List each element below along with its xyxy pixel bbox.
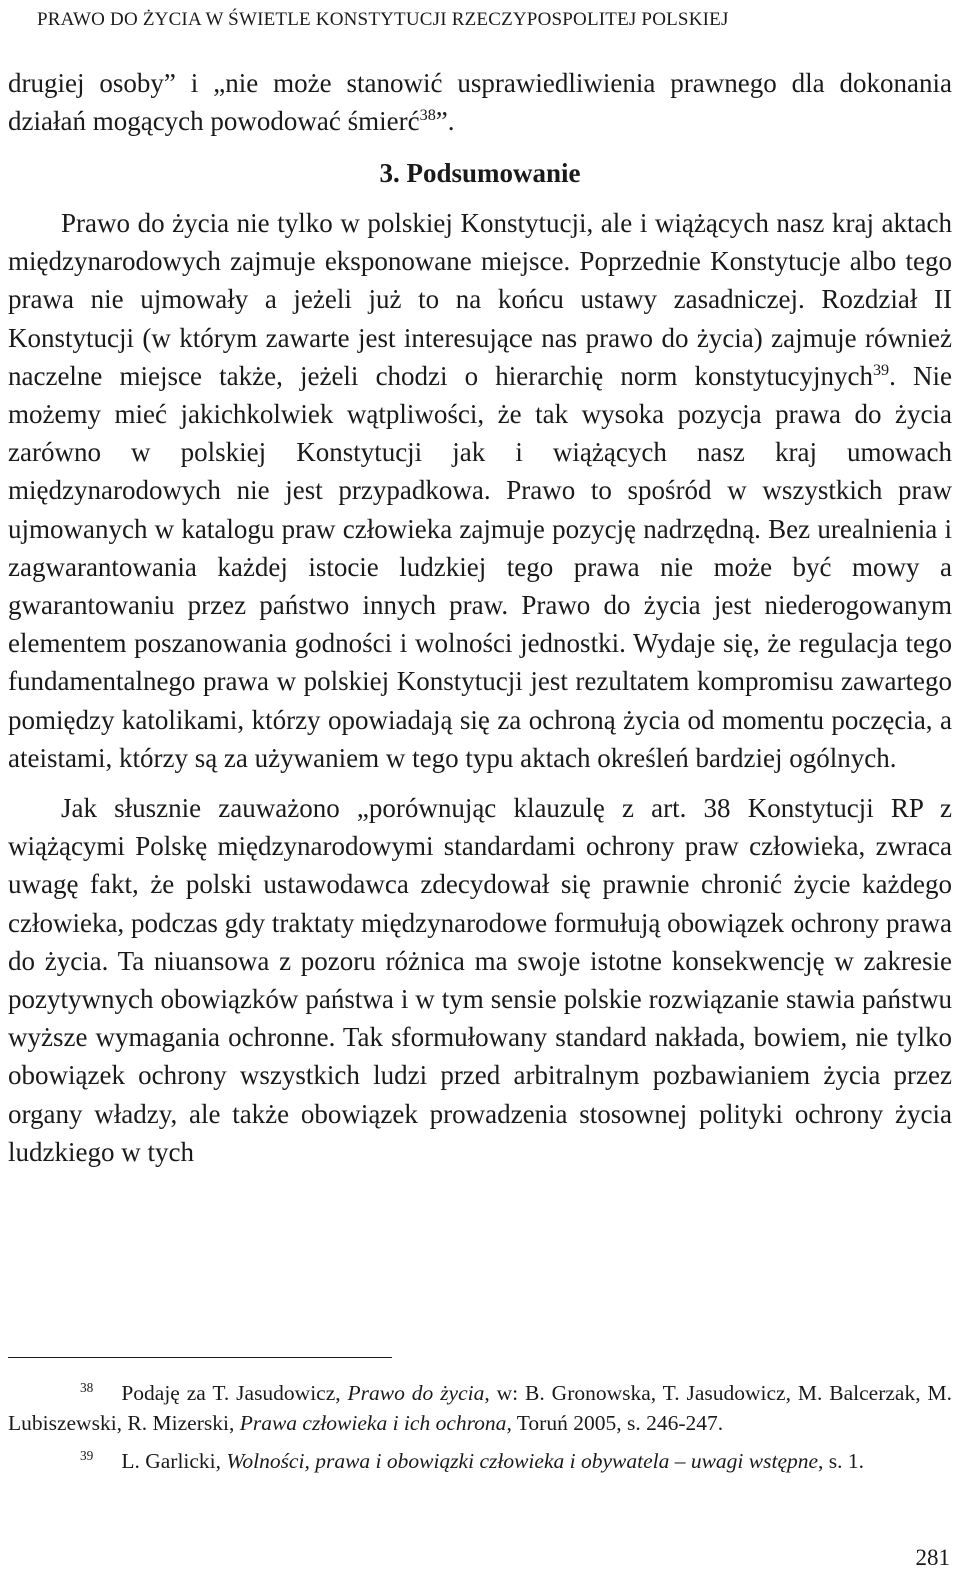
intro-paragraph (8, 64, 952, 140)
footnote-number: 39 (80, 1447, 94, 1463)
footnote-number: 38 (80, 1379, 94, 1395)
footnote-ref-38[interactable]: 38 (419, 106, 436, 125)
paragraph-1-part-1: Prawo do życia nie tylko w polskiej Konstytucji, ale i wiążących nasz kraj aktach międzynarodowych zajmuje eksponowane miejsce. Poprzednie Konstytucje albo tego prawa nie ujmowały a jeżeli już to na końcu ustawy zasadniczej. Rozdział II Konstytucji (w którym zawarte jest interesujące nas prawo do życia) zajmuje również naczelne miejsce także, jeżeli chodzi o hierarchię norm konstytucyjnych (8, 208, 952, 391)
footnote-ref-39[interactable]: 39 (872, 360, 890, 379)
footnote-title: Prawa człowieka i ich ochrona (239, 1411, 507, 1436)
footnotes (8, 1378, 952, 1483)
section-heading: 3. Podsumowanie (379, 158, 581, 188)
intro-tail: ”. (435, 106, 455, 137)
footnote-title: Prawo do życia (347, 1381, 485, 1405)
intro-text: drugiej osoby” i „nie może stanowić usprawiedliwienia prawnego dla dokonania działań mogących powodować śmierć (8, 68, 952, 137)
footnote-divider (8, 1357, 392, 1358)
footnote-38: $^{38}$ Podaję za T. Jasudowicz, Prawo do życia, w: B. Gronowska, T. Jasudowicz, M. Balcerzak, M. Lubiszewski, R. Mizerski, Prawa człowieka i ich ochrona, Toruń 2005, s. 246-247. (8, 1379, 952, 1436)
paragraph-1-part-2: . Nie możemy mieć jakichkolwiek wątpliwości, że tak wysoka pozycja prawa do życia zarówno w polskiej Konstytucji jak i wiążących nasz kraj umowach międzynarodowych nie jest przypadkowa. Prawo to spośród w wszystkich praw ujmowanych w katalogu praw człowieka zajmuje pozycję nadrzędną. Bez urealnienia i zagwarantowania każdej istocie ludzkiej tego prawa nie może być mowy a gwarantowaniu przez państwo innych praw. Prawo do życia jest niederogowanym elementem poszanowania godności i wolności jednostki. Wydaje się, że regulacja tego fundamentalnego prawa w polskiej Konstytucji jest rezultatem kompromisu zawartego pomiędzy katolikami, którzy opowiadają się za ochroną życia od momentu poczęcia, a ateistami, którzy są za używaniem w tego typu aktach określeń bardziej ogólnych. (8, 360, 953, 773)
section-body (8, 204, 952, 1171)
running-header: PRAWO DO ŻYCIA W ŚWIETLE KONSTYTUCJI RZECZYPOSPOLITEJ POLSKIEJ (37, 9, 729, 30)
footnote-title: Wolności, prawa i obowiązki człowieka i obywatela – uwagi wstępne (226, 1448, 819, 1473)
footnote-39: $^{39}$ L. Garlicki, Wolności, prawa i obowiązki człowieka i obywatela – uwagi wstępne, s. 1. (80, 1447, 865, 1473)
page-number: 281 (915, 1545, 950, 1570)
paragraph-1 (8, 204, 952, 777)
paragraph-2: Jak słusznie zauważono „porównując klauzulę z art. 38 Konstytucji RP z wiążącymi Polskę międzynarodowymi standardami ochrony praw człowieka, zwraca uwagę fakt, że polski ustawodawca zdecydował się prawnie chronić życie każdego człowieka, podczas gdy traktaty międzynarodowe formułują obowiązek ochrony prawa do życia. Ta niuansowa z pozoru różnica ma swoje istotne konsekwencję w zakresie pozytywnych obowiązków państwa i w tym sensie polskie rozwiązanie stawia państwu wyższe wymagania ochronne. Tak sformułowany standard nakłada, bowiem, nie tylko obowiązek ochrony wszystkich ludzi przed arbitralnym pozbawianiem życia przez organy władzy, ale także obowiązek prowadzenia stosownej polityki ochrony życia ludzkiego w tych (8, 793, 952, 1167)
